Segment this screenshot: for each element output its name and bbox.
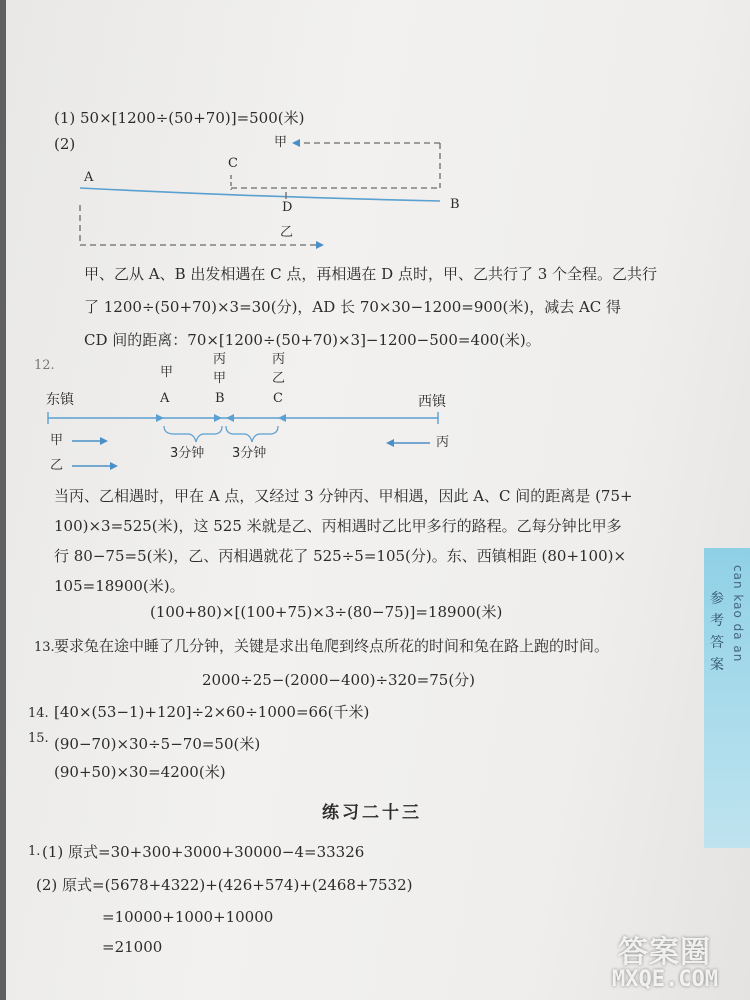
label-yi-at-c: 乙 bbox=[272, 371, 286, 386]
problem-12-formula: (100+80)×[(100+75)×3÷(80−75)]=18900(米) bbox=[150, 603, 503, 621]
point-c-marker bbox=[278, 414, 286, 422]
exercise-1-line-3: =10000+1000+10000 bbox=[102, 908, 274, 926]
section-title: 练习二十三 bbox=[322, 803, 422, 823]
exercise-1-line-2: (2) 原式=(5678+4322)+(426+574)+(2468+7532) bbox=[36, 876, 413, 894]
label-bing-at-c: 丙 bbox=[272, 352, 286, 367]
yi-direction-head bbox=[110, 462, 118, 470]
brace-b-c bbox=[226, 426, 278, 442]
problem-13-number: 13. bbox=[34, 640, 55, 655]
watermark-text: 答案圈 bbox=[618, 935, 711, 970]
side-tab-label: 参考答案 bbox=[710, 591, 724, 673]
label-yi-arrow: 乙 bbox=[50, 458, 64, 473]
exercise-1-line-1: (1) 原式=30+300+3000+30000−4=33326 bbox=[42, 843, 365, 861]
label-east-town: 东镇 bbox=[46, 392, 74, 408]
point-b-marker-2 bbox=[226, 414, 234, 422]
label-a: A bbox=[160, 391, 170, 406]
problem-15-line-1: (90−70)×30÷5−70=50(米) bbox=[54, 735, 261, 753]
label-a: A bbox=[84, 170, 94, 185]
problem-14-number: 14. bbox=[28, 706, 49, 721]
label-west-town: 西镇 bbox=[418, 394, 446, 410]
side-tab-pinyin: can kao da an bbox=[731, 565, 745, 663]
meeting-diagram-12 bbox=[6, 0, 750, 500]
book-page bbox=[6, 0, 750, 1000]
label-b: B bbox=[450, 197, 460, 212]
problem-13-text: 要求兔在途中睡了几分钟，关键是求出龟爬到终点所花的时间和兔在路上跑的时间。 bbox=[54, 637, 610, 655]
problem-12-para-1: 当丙、乙相遇时，甲在 A 点，又经过 3 分钟丙、甲相遇，因此 A、C 间的距离是 (75+ bbox=[54, 487, 633, 505]
exercise-1-line-4: =21000 bbox=[102, 938, 163, 956]
point-a-marker bbox=[156, 414, 164, 422]
label-bing-at-b: 丙 bbox=[213, 352, 227, 367]
watermark-url: MXQE.COM bbox=[612, 967, 718, 992]
problem-15-line-2: (90+50)×30=4200(米) bbox=[54, 763, 226, 781]
label-jia: 甲 bbox=[274, 135, 288, 150]
bing-direction-head bbox=[386, 439, 394, 447]
answer-2-number: (2) bbox=[54, 135, 76, 153]
problem-15-number: 15. bbox=[28, 731, 49, 746]
label-three-minutes-1: 3分钟 bbox=[170, 446, 205, 461]
answer-1-line: (1) 50×[1200÷(50+70)]=500(米) bbox=[54, 109, 305, 127]
label-jia-at-a: 甲 bbox=[160, 365, 174, 380]
exercise-1-number: 1. bbox=[28, 844, 41, 859]
label-d: D bbox=[282, 200, 293, 215]
label-jia-at-b: 甲 bbox=[213, 371, 227, 386]
label-bing-arrow: 丙 bbox=[436, 435, 450, 450]
problem-14-text: [40×(53−1)+120]÷2×60÷1000=66(千米) bbox=[54, 703, 370, 721]
label-jia-arrow: 甲 bbox=[50, 433, 64, 448]
problem-12-para-3: 行 80−75=5(米)，乙、丙相遇就花了 525÷5=105(分)。东、西镇相距 (80+100)× bbox=[54, 547, 627, 565]
answer-2-para-1: 甲、乙从 A、B 出发相遇在 C 点，再相遇在 D 点时，甲、乙共行了 3 个全程。乙共行 bbox=[84, 265, 658, 283]
problem-12-para-4: 105=18900(米)。 bbox=[54, 577, 185, 595]
label-yi: 乙 bbox=[280, 225, 294, 240]
answer-2-para-3: CD 间的距离：70×[1200÷(50+70)×3]−1200−500=400(米)。 bbox=[84, 331, 541, 349]
problem-12-para-2: 100)×3=525(米)，这 525 米就是乙、丙相遇时乙比甲多行的路程。乙每分钟比甲多 bbox=[54, 517, 622, 535]
label-b: B bbox=[215, 391, 225, 406]
watermark-logo bbox=[612, 925, 740, 997]
problem-13-formula: 2000÷25−(2000−400)÷320=75(分) bbox=[202, 671, 476, 689]
brace-a-b bbox=[164, 426, 222, 442]
label-three-minutes-2: 3分钟 bbox=[232, 446, 267, 461]
answer-2-para-2: 了 1200÷(50+70)×3=30(分)，AD 长 70×30−1200=900(米)，减去 AC 得 bbox=[84, 298, 622, 316]
label-c: C bbox=[228, 156, 238, 171]
point-b-marker bbox=[214, 414, 222, 422]
problem-12-number: 12. bbox=[34, 358, 55, 373]
jia-direction-head bbox=[100, 437, 108, 445]
label-c: C bbox=[273, 391, 283, 406]
